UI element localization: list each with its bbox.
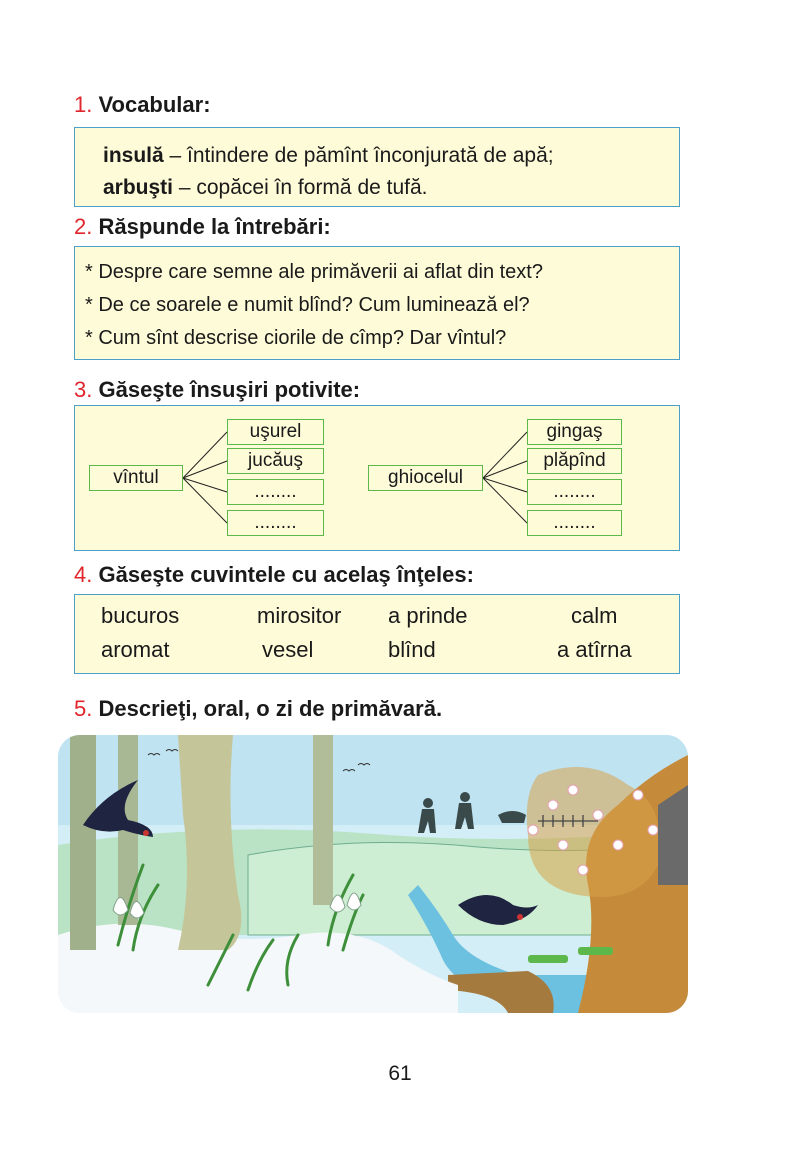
attribute-box: plăpînd: [527, 448, 622, 474]
attribute-box: ........: [227, 510, 324, 536]
attributes-box: [74, 405, 680, 551]
section-number: 1.: [74, 92, 93, 117]
section-4-heading: [74, 562, 474, 588]
synonym-word: a prinde: [388, 603, 468, 628]
page-number: 61: [388, 1062, 412, 1085]
spring-landscape-image: [58, 735, 688, 1013]
section-number: 5.: [74, 696, 93, 721]
vocabulary-box: [74, 127, 680, 207]
vocabulary-term: arbuşti: [103, 176, 174, 199]
vocabulary-line: [103, 140, 679, 172]
attribute-box: ........: [227, 479, 324, 505]
synonym-word: mirositor: [257, 603, 342, 628]
section-title: Găseşte cuvintele cu acelaş înţeles:: [98, 562, 474, 587]
section-5-heading: [74, 696, 442, 722]
section-number: 2.: [74, 214, 93, 239]
synonym-word: calm: [571, 603, 618, 628]
section-number: 4.: [74, 562, 93, 587]
section-title: Răspunde la întrebări:: [98, 214, 331, 239]
question-item: * Cum sînt descrise ciorile de cîmp? Dar vîntul?: [85, 327, 507, 349]
question-item: * De ce soarele e numit blînd? Cum luminează el?: [85, 294, 530, 316]
section-title: Vocabular:: [98, 92, 211, 117]
vocabulary-definition: – copăcei în formă de tufă.: [173, 176, 428, 199]
question-item: * Despre care semne ale primăverii ai aflat din text?: [85, 261, 543, 283]
section-number: 3.: [74, 377, 93, 402]
vocabulary-definition: – întindere de pămînt înconjurată de apă;: [163, 144, 554, 167]
attribute-box: ........: [527, 479, 622, 505]
synonym-word: vesel: [262, 637, 314, 662]
section-title: Descrieţi, oral, o zi de primăvară.: [98, 696, 443, 721]
section-1-heading: [74, 92, 211, 118]
attribute-box: jucăuş: [227, 448, 324, 474]
section-2-heading: [74, 214, 331, 240]
section-title: Găseşte însuşiri potivite:: [98, 377, 361, 402]
synonyms-box: [74, 594, 680, 674]
section-3-heading: [74, 377, 360, 403]
spring-illustration: [58, 735, 688, 1013]
attribute-box: uşurel: [227, 419, 324, 445]
synonym-word: a atîrna: [557, 637, 632, 662]
synonym-word: bucuros: [101, 603, 180, 628]
attribute-box: gingaş: [527, 419, 622, 445]
questions-box: [74, 246, 680, 360]
attribute-box: ........: [527, 510, 622, 536]
synonym-word: blînd: [388, 637, 436, 662]
vocabulary-term: insulă: [103, 144, 164, 167]
synonym-word: aromat: [101, 637, 170, 662]
word-box-ghiocelul: ghiocelul: [368, 465, 483, 491]
word-box-vintul: vîntul: [89, 465, 183, 491]
vocabulary-line: [103, 172, 679, 204]
